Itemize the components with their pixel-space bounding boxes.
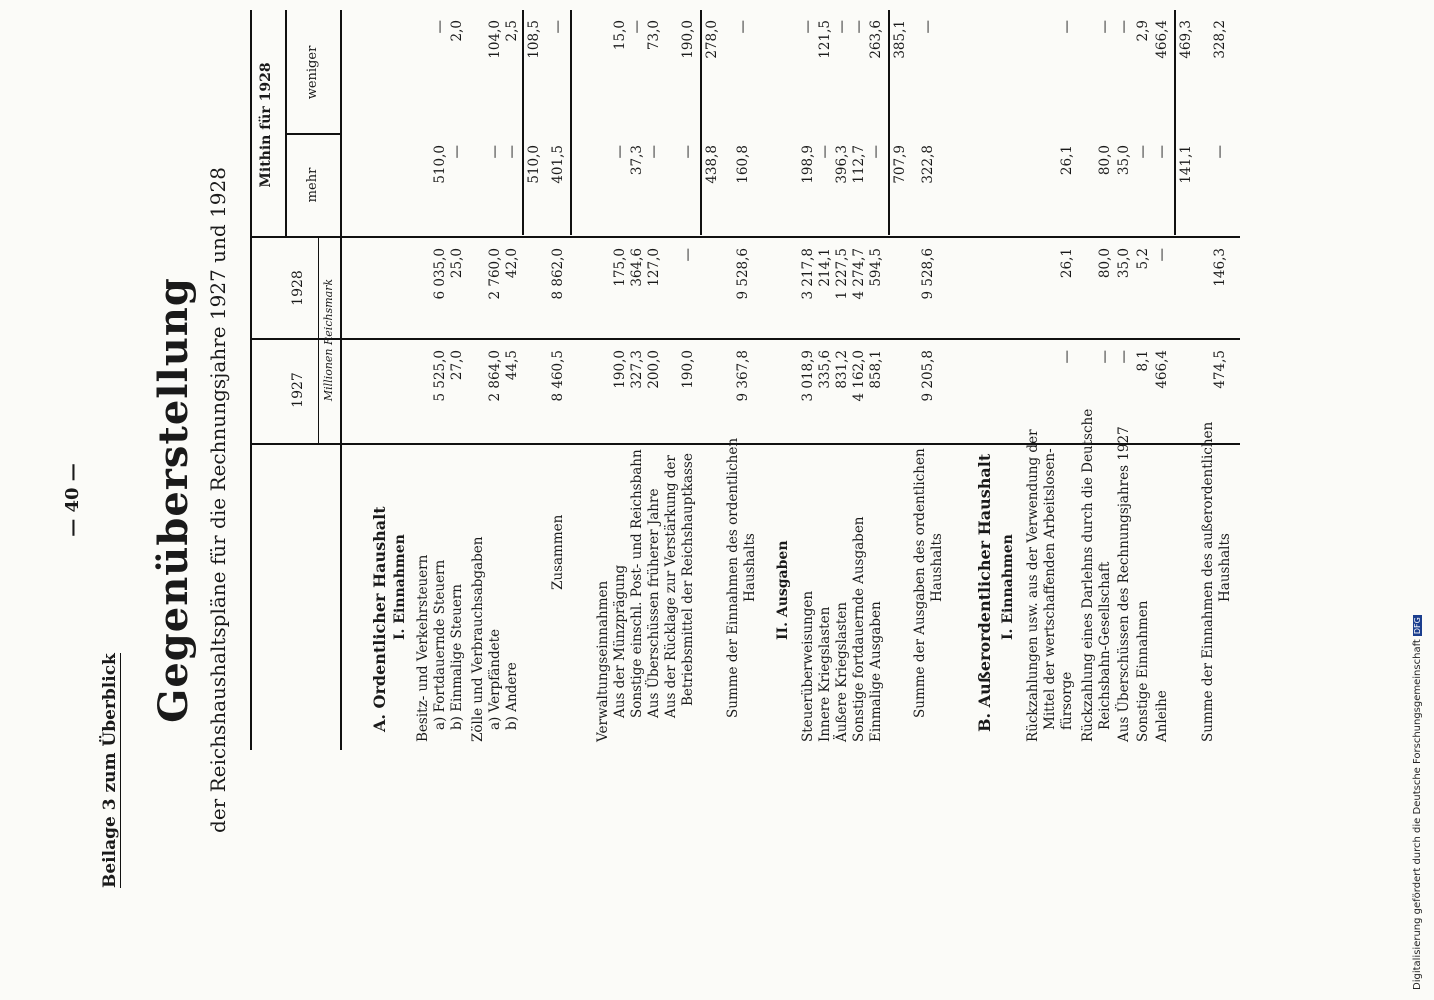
label-andere: b) Andere: [504, 662, 520, 730]
row-summe-einnahmen-weniger-value: —: [735, 20, 751, 34]
row-ruecklage-weniger-value: 190,0: [680, 20, 696, 59]
label-besitz: Besitz- und Verkehrsteuern: [415, 554, 431, 742]
row-summe-einnahmen-1928-value: 9 528,6: [735, 248, 751, 300]
row-aeussere-kriegslasten-weniger-value: —: [834, 20, 850, 34]
row-b-darlehn-1928-value: 80,0: [1097, 248, 1113, 279]
label-muenzpraegung: Aus der Münzprägung: [612, 564, 628, 718]
col-rule-1928: [250, 236, 1240, 238]
row-innere-kriegslasten-mehr-value: —: [817, 145, 833, 159]
row-b-darlehn-mehr-value: 80,0: [1097, 145, 1113, 176]
label-post-reichsbahn: Sonstige einschl. Post- und Reichsbahn: [629, 449, 645, 718]
label-zusammen: Zusammen: [550, 514, 566, 590]
label-summe-einnahmen-2: Haushalts: [742, 533, 758, 602]
row-verpfaendete-1927-value: 2 864,0: [487, 350, 503, 402]
row-ueberschuesse-1928-value: 127,0: [646, 248, 662, 287]
row-b-ueberschuesse-1927-weniger-value: —: [1116, 20, 1132, 34]
col-rule-1927: [250, 338, 1240, 340]
row-zusammen-weniger-value: —: [550, 20, 566, 34]
col-header-1927: 1927: [290, 372, 306, 408]
row-subtotal-2-mehr-value: 438,8: [704, 145, 720, 184]
row-andere-1927-value: 44,5: [504, 350, 520, 381]
row-sonstige-fortdauernde-1928-value: 4 274,7: [851, 248, 867, 300]
section-a-ausgaben-title: II. Ausgaben: [775, 540, 791, 640]
row-steuerueberweisungen-weniger-value: —: [800, 20, 816, 34]
document-title: Gegenüberstellung: [150, 277, 197, 723]
row-steuerueberweisungen-1928-value: 3 217,8: [800, 248, 816, 300]
row-einmalige-ausgaben-1927-value: 858,1: [868, 350, 884, 389]
label-ruecklage-1: Aus der Rücklage zur Verstärkung der: [663, 455, 679, 718]
label-summe-ausgaben-1: Summe der Ausgaben des ordentlichen: [912, 448, 928, 718]
row-andere-weniger-value: 2,5: [504, 20, 520, 42]
row-b-sonstige-1928-value: 5,2: [1135, 248, 1151, 270]
label-b-summe-1: Summe der Einnahmen des außerordentlichen: [1200, 421, 1216, 742]
row-subtotal-4-mehr-value: 141,1: [1178, 145, 1194, 184]
label-summe-einnahmen-1: Summe der Einnahmen des ordentlichen: [725, 437, 741, 718]
label-einmalige-ausgaben: Einmalige Ausgaben: [868, 601, 884, 742]
row-einmalige-steuern-1928-value: 25,0: [449, 248, 465, 279]
row-b-anleihe-1927-value: 466,4: [1154, 350, 1170, 389]
table-header-rule: [340, 10, 342, 750]
row-b-darlehn-weniger-value: —: [1097, 20, 1113, 34]
row-einmalige-steuern-weniger-value: 2,0: [449, 20, 465, 42]
row-summe-ausgaben-1927-value: 9 205,8: [920, 350, 936, 402]
row-aeussere-kriegslasten-1928-value: 1 227,5: [834, 248, 850, 300]
row-summe-ausgaben-1928-value: 9 528,6: [920, 248, 936, 300]
row-zusammen-1927-value: 8 460,5: [550, 350, 566, 402]
row-summe-ausgaben-weniger-value: —: [920, 20, 936, 34]
row-b-summe-weniger-value: 328,2: [1212, 20, 1228, 59]
row-fortdauernde-steuern-mehr-value: 510,0: [432, 145, 448, 184]
row-steuerueberweisungen-1927-value: 3 018,9: [800, 350, 816, 402]
subtotal-rule-4: [1174, 10, 1176, 235]
mithin-rule: [285, 10, 287, 238]
row-summe-einnahmen-mehr-value: 160,8: [735, 145, 751, 184]
section-a-title: A. Ordentlicher Haushalt: [370, 506, 389, 732]
label-b-rueckzahlungen-2: Mittel der wertschaffenden Arbeitslosen-: [1042, 448, 1058, 730]
row-b-sonstige-1927-value: 8,1: [1135, 350, 1151, 372]
row-b-sonstige-weniger-value: 2,9: [1135, 20, 1151, 42]
row-post-reichsbahn-1928-value: 364,6: [629, 248, 645, 287]
row-ueberschuesse-weniger-value: 73,0: [646, 20, 662, 51]
label-verpfaendete: a) Verpfändete: [487, 629, 503, 730]
row-ruecklage-mehr-value: —: [680, 145, 696, 159]
row-verpfaendete-mehr-value: —: [487, 145, 503, 159]
label-b-darlehn-1: Rückzahlung eines Darlehns durch die Deutsche: [1080, 408, 1096, 742]
label-innere-kriegslasten: Innere Kriegslasten: [817, 606, 833, 742]
section-a-einnahmen-title: I. Einnahmen: [392, 534, 408, 640]
label-sonstige-fortdauernde: Sonstige fortdauernde Ausgaben: [851, 516, 867, 742]
subtotal-rule-3: [888, 10, 890, 235]
row-sonstige-fortdauernde-weniger-value: —: [851, 20, 867, 34]
row-ruecklage-1927-value: 190,0: [680, 350, 696, 389]
col-header-weniger: weniger: [305, 45, 320, 100]
row-subtotal-4-weniger-value: 469,3: [1178, 20, 1194, 59]
row-innere-kriegslasten-1927-value: 335,6: [817, 350, 833, 389]
row-sonstige-fortdauernde-mehr-value: 112,7: [851, 145, 867, 184]
section-b-title: B. Außerordentlicher Haushalt: [975, 453, 994, 732]
row-muenzpraegung-1928-value: 175,0: [612, 248, 628, 287]
label-b-rueckzahlungen-1: Rückzahlungen usw. aus der Verwendung der: [1025, 429, 1041, 742]
row-b-rueckzahlungen-mehr-value: 26,1: [1059, 145, 1075, 176]
row-b-anleihe-weniger-value: 466,4: [1154, 20, 1170, 59]
col-header-mehr: mehr: [305, 167, 320, 203]
col-header-mithin: Mithin für 1928: [258, 62, 274, 188]
row-b-ueberschuesse-1927-1927-value: —: [1116, 350, 1132, 364]
row-muenzpraegung-mehr-value: —: [612, 145, 628, 159]
row-summe-einnahmen-1927-value: 9 367,8: [735, 350, 751, 402]
row-fortdauernde-steuern-weniger-value: —: [432, 20, 448, 34]
row-zusammen-1928-value: 8 862,0: [550, 248, 566, 300]
section-b-einnahmen-title: I. Einnahmen: [1000, 534, 1016, 640]
subtotal-rule-2: [700, 10, 702, 235]
row-subtotal-2-weniger-value: 278,0: [704, 20, 720, 59]
label-b-darlehn-2: Reichsbahn-Gesellschaft: [1097, 561, 1113, 730]
row-b-rueckzahlungen-weniger-value: —: [1059, 20, 1075, 34]
row-einmalige-steuern-mehr-value: —: [449, 145, 465, 159]
label-verwaltungseinnahmen: Verwaltungseinnahmen: [595, 580, 611, 742]
row-aeussere-kriegslasten-1927-value: 831,2: [834, 350, 850, 389]
row-andere-1928-value: 42,0: [504, 248, 520, 279]
label-steuerueberweisungen: Steuerüberweisungen: [800, 590, 816, 742]
row-aeussere-kriegslasten-mehr-value: 396,3: [834, 145, 850, 184]
row-zusammen-mehr-value: 401,5: [550, 145, 566, 184]
label-b-rueckzahlungen-3: fürsorge: [1059, 671, 1075, 730]
row-b-sonstige-mehr-value: —: [1135, 145, 1151, 159]
row-verpfaendete-weniger-value: 104,0: [487, 20, 503, 59]
row-subtotal-1-mehr-value: 510,0: [526, 145, 542, 184]
row-fortdauernde-steuern-1928-value: 6 035,0: [432, 248, 448, 300]
row-muenzpraegung-1927-value: 190,0: [612, 350, 628, 389]
page-number: — 40 —: [62, 463, 83, 537]
row-steuerueberweisungen-mehr-value: 198,9: [800, 145, 816, 184]
digitization-credit: [1412, 550, 1423, 990]
row-einmalige-ausgaben-weniger-value: 263,6: [868, 20, 884, 59]
row-b-summe-1927-value: 474,5: [1212, 350, 1228, 389]
label-b-ueberschuesse-1927: Aus Überschüssen des Rechnungsjahres 1927: [1116, 426, 1132, 742]
row-ueberschuesse-1927-value: 200,0: [646, 350, 662, 389]
row-b-summe-1928-value: 146,3: [1212, 248, 1228, 287]
row-fortdauernde-steuern-1927-value: 5 525,0: [432, 350, 448, 402]
row-andere-mehr-value: —: [504, 145, 520, 159]
row-einmalige-ausgaben-mehr-value: —: [868, 145, 884, 159]
unit-rule: [318, 238, 319, 445]
label-fortdauernde-steuern: a) Fortdauernde Steuern: [432, 559, 448, 730]
row-innere-kriegslasten-weniger-value: 121,5: [817, 20, 833, 59]
row-ruecklage-1928-value: —: [680, 248, 696, 262]
row-b-anleihe-mehr-value: —: [1154, 145, 1170, 159]
label-ruecklage-2: Betriebsmittel der Reichshauptkasse: [680, 453, 696, 706]
label-zoelle: Zölle und Verbrauchsabgaben: [470, 536, 486, 742]
row-b-anleihe-1928-value: —: [1154, 248, 1170, 262]
label-b-summe-2: Haushalts: [1217, 533, 1233, 602]
label-aeussere-kriegslasten: Äußere Kriegslasten: [834, 601, 850, 742]
row-subtotal-1-weniger-value: 108,5: [526, 20, 542, 59]
row-b-rueckzahlungen-1928-value: 26,1: [1059, 248, 1075, 279]
row-innere-kriegslasten-1928-value: 214,1: [817, 248, 833, 287]
row-b-summe-mehr-value: —: [1212, 145, 1228, 159]
mehr-weniger-rule: [285, 134, 340, 136]
label-einmalige-steuern: b) Einmalige Steuern: [449, 584, 465, 730]
label-b-sonstige: Sonstige Einnahmen: [1135, 600, 1151, 742]
row-b-rueckzahlungen-1927-value: —: [1059, 350, 1075, 364]
row-einmalige-steuern-1927-value: 27,0: [449, 350, 465, 381]
row-einmalige-ausgaben-1928-value: 594,5: [868, 248, 884, 287]
credit-text: Digitalisierung gefördert durch die Deutsche Forschungsgemeinschaft: [1412, 639, 1423, 990]
row-post-reichsbahn-1927-value: 327,3: [629, 350, 645, 389]
row-b-ueberschuesse-1927-1928-value: 35,0: [1116, 248, 1132, 279]
row-sonstige-fortdauernde-1927-value: 4 162,0: [851, 350, 867, 402]
subtotal-rule-1: [522, 10, 524, 235]
row-subtotal-3-mehr-value: 707,9: [892, 145, 908, 184]
row-subtotal-3-weniger-value: 385,1: [892, 20, 908, 59]
table-top-rule: [250, 10, 252, 750]
row-ueberschuesse-mehr-value: —: [646, 145, 662, 159]
row-verpfaendete-1928-value: 2 760,0: [487, 248, 503, 300]
col-header-1928: 1928: [290, 270, 306, 306]
row-post-reichsbahn-weniger-value: —: [629, 20, 645, 34]
document-subtitle: der Reichshaushaltspläne für die Rechnungsjahre 1927 und 1928: [206, 167, 230, 833]
row-b-ueberschuesse-1927-mehr-value: 35,0: [1116, 145, 1132, 176]
row-muenzpraegung-weniger-value: 15,0: [612, 20, 628, 51]
row-post-reichsbahn-mehr-value: 37,3: [629, 145, 645, 176]
supplement-label: Beilage 3 zum Überblick: [100, 653, 120, 888]
label-b-anleihe: Anleihe: [1154, 690, 1170, 742]
row-summe-ausgaben-mehr-value: 322,8: [920, 145, 936, 184]
label-summe-ausgaben-2: Haushalts: [929, 533, 945, 602]
row-b-darlehn-1927-value: —: [1097, 350, 1113, 364]
dfg-logo: DFG: [1413, 617, 1422, 635]
label-ueberschuesse: Aus Überschüssen früherer Jahre: [646, 488, 662, 718]
subtotal-rule-zusammen: [570, 10, 572, 235]
unit-label: Millionen Reichsmark: [322, 278, 335, 402]
